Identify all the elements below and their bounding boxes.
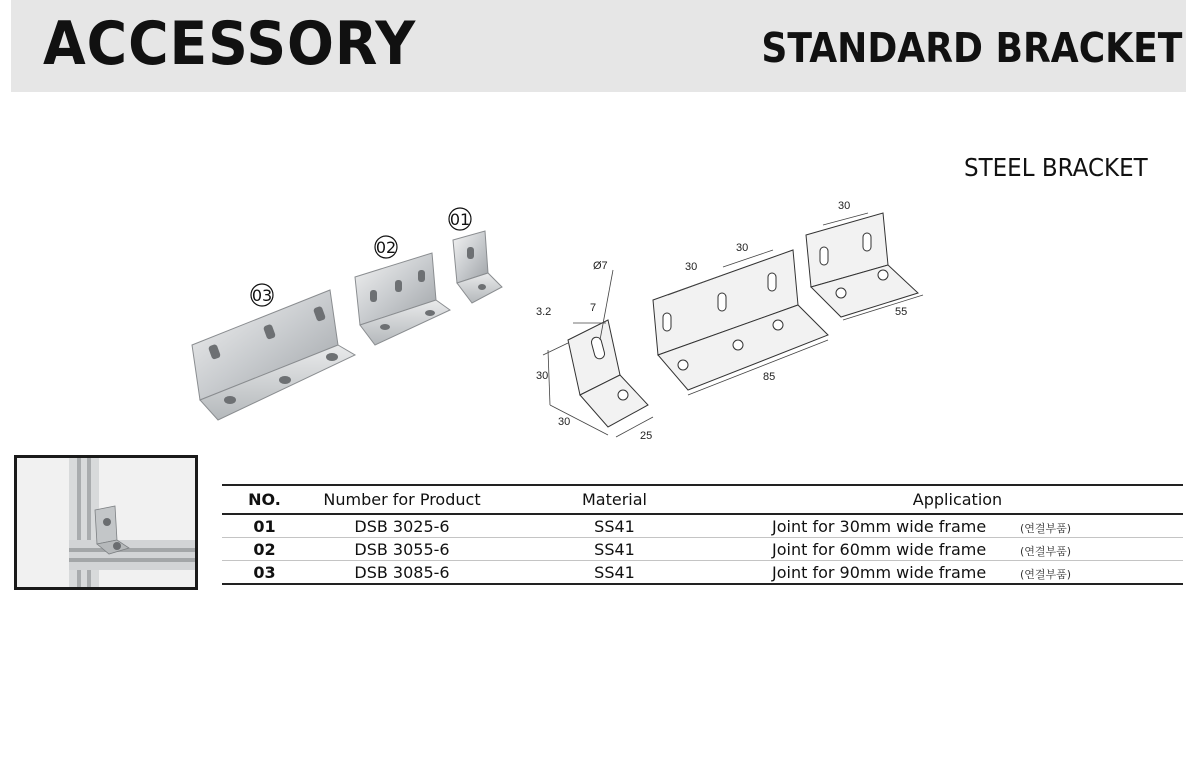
row-product: DSB 3025-6 [307,514,497,538]
dim-slot-offset: 3.2 [536,306,552,318]
row-material: SS41 [497,514,732,538]
dim-width-small: 25 [640,430,653,442]
dim-depth: 30 [558,416,571,428]
callout-01 [449,208,471,230]
row-application-text: Joint for 30mm wide frame [772,516,987,536]
page-header [11,0,1186,92]
dim-hole-diameter: Ø7 [593,260,608,272]
row-no: 02 [222,538,307,561]
row-note: (연결부품) [1020,567,1072,581]
row-material: SS41 [497,538,732,561]
page-subtitle: STANDARD BRACKET [761,24,1182,72]
dim-slot-width: 7 [590,302,597,314]
header-material: Material [497,485,732,514]
row-product: DSB 3055-6 [307,538,497,561]
header-application: Application [732,485,1183,514]
spec-table [222,484,1183,585]
row-application [732,561,1183,585]
table-row [222,538,1183,561]
dim-pitch-a: 30 [685,261,698,273]
row-no: 03 [253,562,276,582]
dim-height: 30 [536,370,549,382]
header-product: Number for Product [307,485,497,514]
bracket-02-photo [355,253,450,345]
application-photo [14,455,198,590]
header-no: NO. [222,485,307,514]
row-application-text: Joint for 60mm wide frame [772,539,987,559]
dim-pitch-b: 30 [736,242,749,254]
bracket-dimension-drawing [528,195,948,460]
callout-02 [375,236,397,258]
table-row [222,514,1183,538]
row-product: DSB 3085-6 [354,562,450,582]
row-application [732,538,1183,561]
row-material: SS41 [594,562,635,582]
bracket-photo [170,195,520,440]
frame-joint-illustration [17,458,195,587]
dim-pitch-c: 30 [838,200,851,212]
dim-width-large: 85 [763,371,776,383]
page-title: ACCESSORY [43,9,417,79]
callout-03 [251,284,273,306]
row-application [732,514,1183,538]
table-row [222,561,1183,585]
section-title: STEEL BRACKET [964,153,1148,182]
row-application-text: Joint for 90mm wide frame [772,562,987,582]
row-note: (연결부품) [1020,544,1072,558]
row-note: (연결부품) [1020,521,1072,535]
table-header-row [222,485,1183,514]
svg-text:01: 01 [449,210,471,229]
svg-text:03: 03 [251,286,273,305]
dim-width-medium: 55 [895,306,908,318]
bracket-01-photo [453,231,502,303]
bracket-03-photo [192,290,355,420]
row-no: 01 [222,514,307,538]
svg-text:02: 02 [375,238,397,257]
